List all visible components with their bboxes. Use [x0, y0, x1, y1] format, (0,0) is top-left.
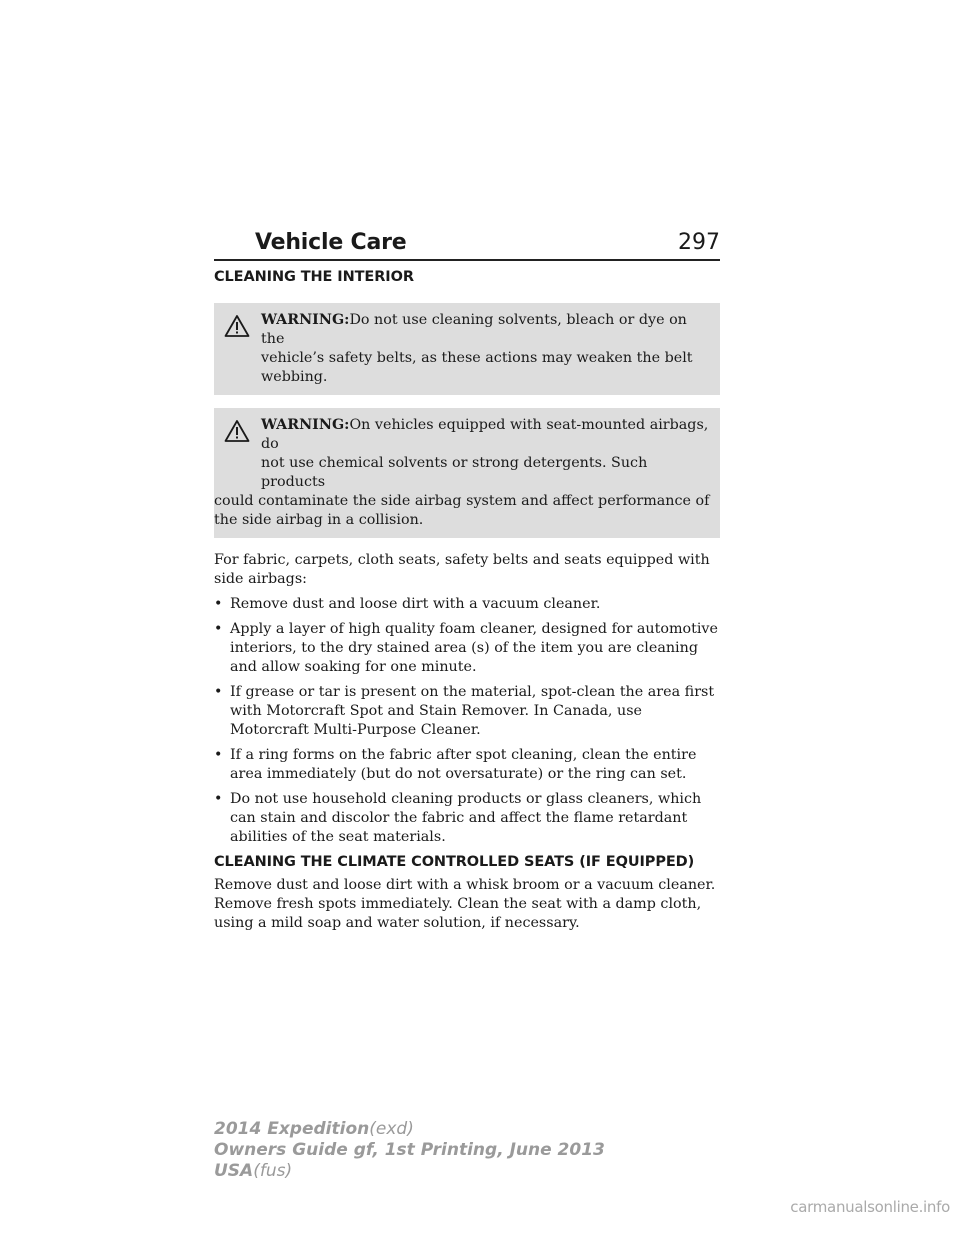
list-item-text: If grease or tar is present on the material, spot-clean the area first with Motorcraft Spot and Stain Remover. In Canada, use Motorcraft Multi-Purpose Cleaner.	[230, 684, 715, 738]
section-heading-climate-seats: CLEANING THE CLIMATE CONTROLLED SEATS (IF EQUIPPED)	[214, 854, 695, 870]
list-item-text: Apply a layer of high quality foam cleaner, designed for automotive interiors, to the dry stained area (s) of the item you are cleaning and allow soaking for one minute.	[230, 621, 718, 675]
footer-line-model	[214, 1119, 605, 1140]
warning-text: Do not use cleaning solvents, bleach or dye on the	[261, 312, 687, 347]
page-content	[214, 268, 720, 939]
header-rule	[214, 259, 720, 261]
bullet-icon: •	[214, 684, 223, 700]
list-item-text: Do not use household cleaning products or glass cleaners, which can stain and discolor the fabric and affect the flame retardant abilities of the seat materials.	[230, 791, 702, 845]
warning-box-seat-airbags	[214, 408, 720, 538]
footer-line-market	[214, 1161, 605, 1182]
warning-text-line2: not use chemical solvents or strong detergents. Such products	[261, 455, 648, 490]
bullet-icon: •	[214, 621, 223, 637]
cleaning-steps-list	[214, 595, 720, 847]
list-item	[214, 746, 720, 784]
footer-edition: Owners Guide gf, 1st Printing, June 2013	[214, 1140, 605, 1160]
list-item-text: If a ring forms on the fabric after spot cleaning, clean the entire area immediately (but do not oversaturate) or the ring can set.	[230, 747, 697, 782]
warning-text-continued: vehicle’s safety belts, as these actions may weaken the belt webbing.	[261, 350, 693, 385]
list-item-text: Remove dust and loose dirt with a vacuum cleaner.	[230, 596, 601, 612]
document-footer	[214, 1119, 605, 1182]
watermark-text: carmanualsonline.info	[790, 1198, 950, 1216]
section-title: Vehicle Care	[255, 230, 407, 255]
list-item	[214, 620, 720, 677]
warning-text: On vehicles equipped with seat-mounted airbags, do	[261, 417, 709, 452]
warning-text-continued: could contaminate the side airbag system and affect performance of the side airbag in a collision.	[214, 493, 710, 528]
list-item	[214, 595, 720, 614]
climate-seats-paragraph: Remove dust and loose dirt with a whisk broom or a vacuum cleaner. Remove fresh spots immediately. Clean the seat with a damp cloth, using a mild soap and water solution, if necessary.	[214, 877, 716, 931]
warning-box-safety-belts	[214, 303, 720, 395]
bullet-icon: •	[214, 791, 223, 807]
section-heading-interior: CLEANING THE INTERIOR	[214, 269, 414, 285]
bullet-icon: •	[214, 747, 223, 763]
intro-paragraph: For fabric, carpets, cloth seats, safety belts and seats equipped with side airbags:	[214, 552, 710, 587]
list-item	[214, 683, 720, 740]
warning-label: WARNING:	[261, 417, 350, 433]
footer-market: USA	[214, 1161, 254, 1181]
footer-model-code: (exd)	[369, 1119, 414, 1139]
page-header	[214, 230, 720, 262]
warning-line	[214, 416, 714, 454]
warning-label: WARNING:	[261, 312, 350, 328]
warning-triangle-icon	[224, 419, 250, 443]
list-item	[214, 790, 720, 847]
warning-line	[214, 311, 714, 349]
footer-line-edition	[214, 1140, 605, 1161]
footer-market-code: (fus)	[253, 1161, 293, 1181]
warning-triangle-icon	[224, 314, 250, 338]
footer-model: 2014 Expedition	[214, 1119, 370, 1139]
page-number: 297	[678, 230, 720, 255]
bullet-icon: •	[214, 596, 223, 612]
